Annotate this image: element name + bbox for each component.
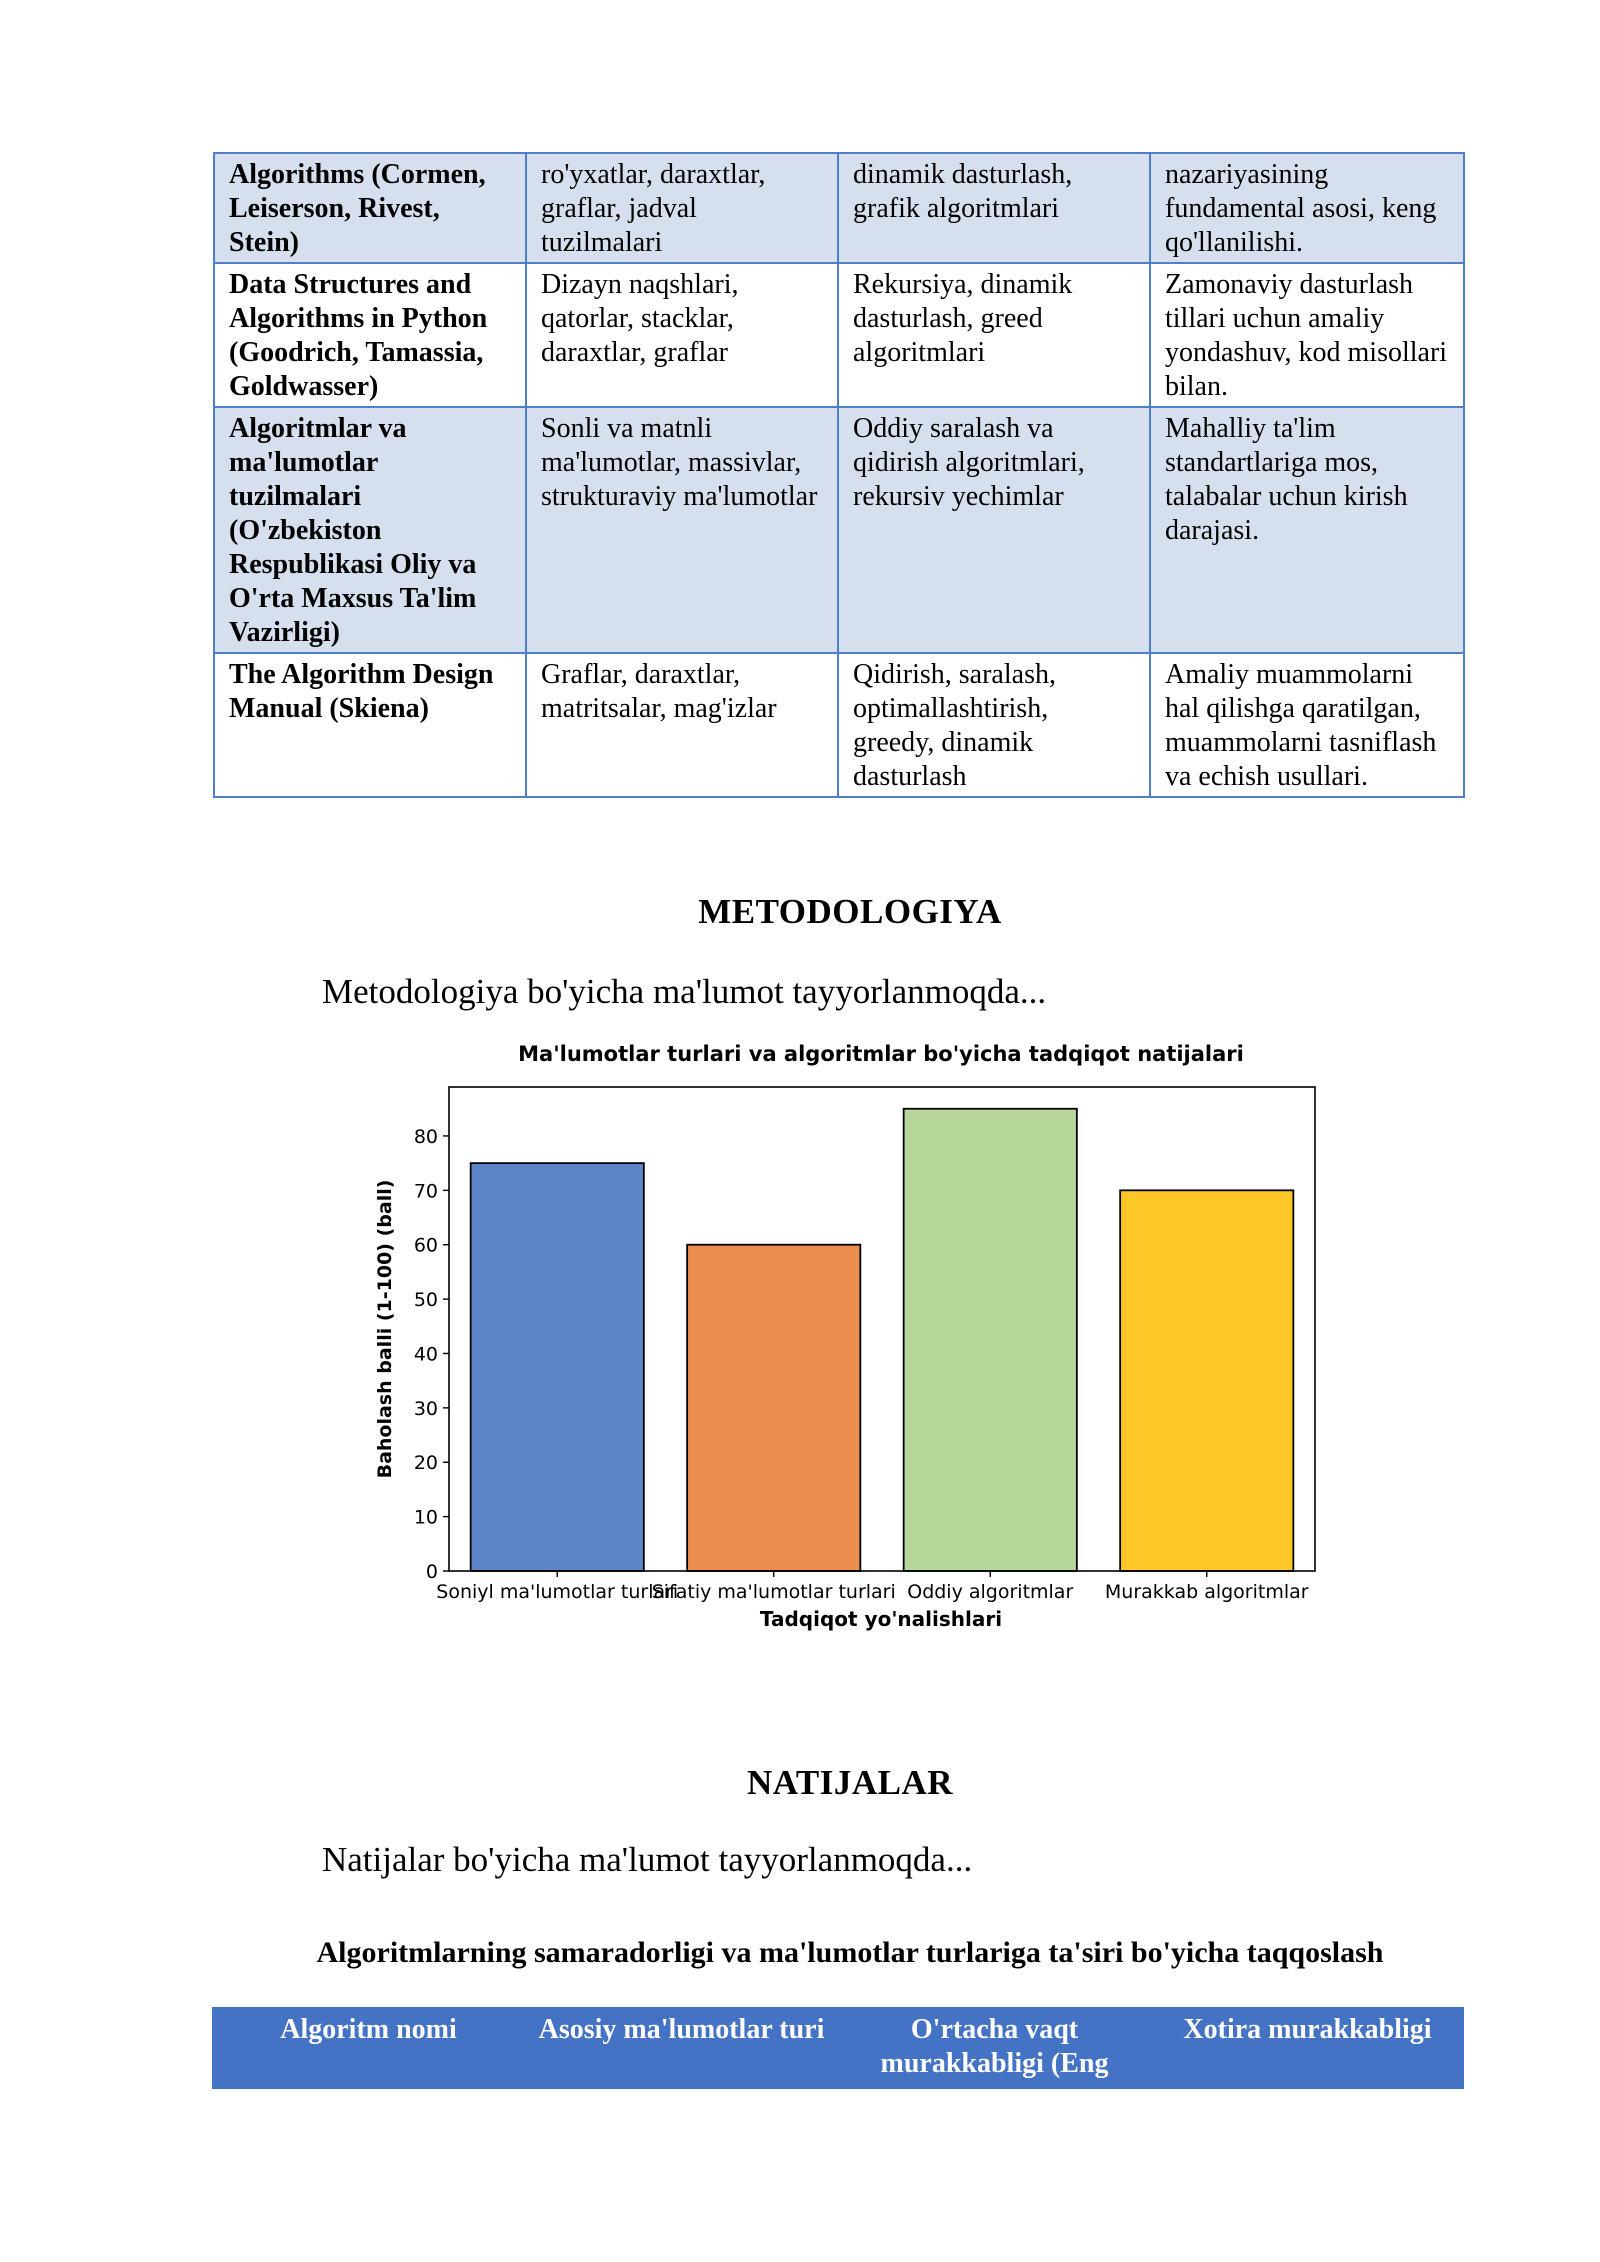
structures-cell: Graflar, daraxtlar, matritsalar, mag'izlar [526,653,838,797]
source-cell: Algoritmlar va ma'lumotlar tuzilmalari (O'zbekiston Respublikasi Oliy va O'rta Maxsus Ta'lim Vazirligi) [214,407,526,653]
bar [687,1245,860,1571]
y-tick-label: 30 [413,1397,438,1420]
column-header: O'rtacha vaqt murakkabligi (Eng [838,2007,1151,2089]
algorithms-cell: Rekursiya, dinamik dasturlash, greed algoritmlari [838,263,1150,407]
y-tick-label: 70 [413,1180,438,1203]
bars-group [471,1109,1294,1571]
bar [904,1109,1077,1571]
x-tick-label: Soniyl ma'lumotlar turlari [436,1581,679,1603]
structures-cell: Dizayn naqshlari, qatorlar, stacklar, daraxtlar, graflar [526,263,838,407]
column-header: Asosiy ma'lumotlar turi [525,2007,838,2089]
algorithms-cell: Qidirish, saralash, optimallashtirish, greedy, dinamik dasturlash [838,653,1150,797]
results-heading: NATIJALAR [746,1763,954,1802]
x-tick-label: Murakkab algoritmlar [1104,1581,1309,1603]
algorithms-cell: Oddiy saralash va qidirish algoritmlari, rekursiv yechimlar [838,407,1150,653]
x-axis-label: Tadqiqot yo'nalishlari [759,1607,1003,1631]
chart-title: Ma'lumotlar turlari va algoritmlar bo'yicha tadqiqot natijalari [518,1042,1244,1066]
y-axis-ticks [414,1126,449,1583]
source-cell: Data Structures and Algorithms in Python (Goodrich, Tamassia, Goldwasser) [214,263,526,407]
y-axis-label: Baholash balli (1-100) (ball) [374,1179,396,1479]
table-row [214,407,1464,653]
x-tick-label: Oddiy algoritmlar [907,1581,1074,1603]
literature-table [213,152,1465,798]
structures-cell: Sonli va matnli ma'lumotlar, massivlar, strukturaviy ma'lumotlar [526,407,838,653]
table-row [214,653,1464,797]
y-tick-label: 60 [413,1234,438,1257]
results-text: Natijalar bo'yicha ma'lumot tayyorlanmoqda... [322,1840,973,1879]
column-header: Algoritm nomi [212,2007,525,2089]
column-header: Xotira murakkabligi [1151,2007,1464,2089]
methodology-heading: METODOLOGIYA [698,892,1002,931]
y-tick-label: 0 [425,1561,438,1583]
y-tick-label: 20 [413,1452,438,1475]
y-tick-label: 50 [413,1289,438,1312]
notes-cell: Amaliy muammolarni hal qilishga qaratilgan, muammolarni tasniflash va echish usullari. [1150,653,1464,797]
y-tick-label: 40 [413,1343,438,1366]
y-tick-label: 80 [413,1125,438,1148]
table-header-row [212,2007,1464,2089]
table-row [214,153,1464,263]
notes-cell: nazariyasining fundamental asosi, keng qo'llanilishi. [1150,153,1464,263]
source-cell: Algorithms (Cormen, Leiserson, Rivest, Stein) [214,153,526,263]
bar [471,1163,644,1571]
bar [1120,1190,1293,1571]
y-tick-label: 10 [413,1506,438,1529]
algorithms-cell: dinamik dasturlash, grafik algoritmlari [838,153,1150,263]
source-cell: The Algorithm Design Manual (Skiena) [214,653,526,797]
table-row [214,263,1464,407]
results-table [212,2007,1464,2089]
notes-cell: Mahalliy ta'lim standartlariga mos, talabalar uchun kirish darajasi. [1150,407,1464,653]
x-axis-ticks [436,1571,1308,1603]
methodology-text: Metodologiya bo'yicha ma'lumot tayyorlanmoqda... [322,972,1047,1011]
notes-cell: Zamonaviy dasturlash tillari uchun amaliy yondashuv, kod misollari bilan. [1150,263,1464,407]
bar-chart [360,1036,1320,1636]
table-caption: Algoritmlarning samaradorligi va ma'lumotlar turlariga ta'siri bo'yicha taqqoslash [316,1936,1384,1969]
structures-cell: ro'yxatlar, daraxtlar, graflar, jadval tuzilmalari [526,153,838,263]
x-tick-label: Sifatiy ma'lumotlar turlari [651,1581,896,1603]
